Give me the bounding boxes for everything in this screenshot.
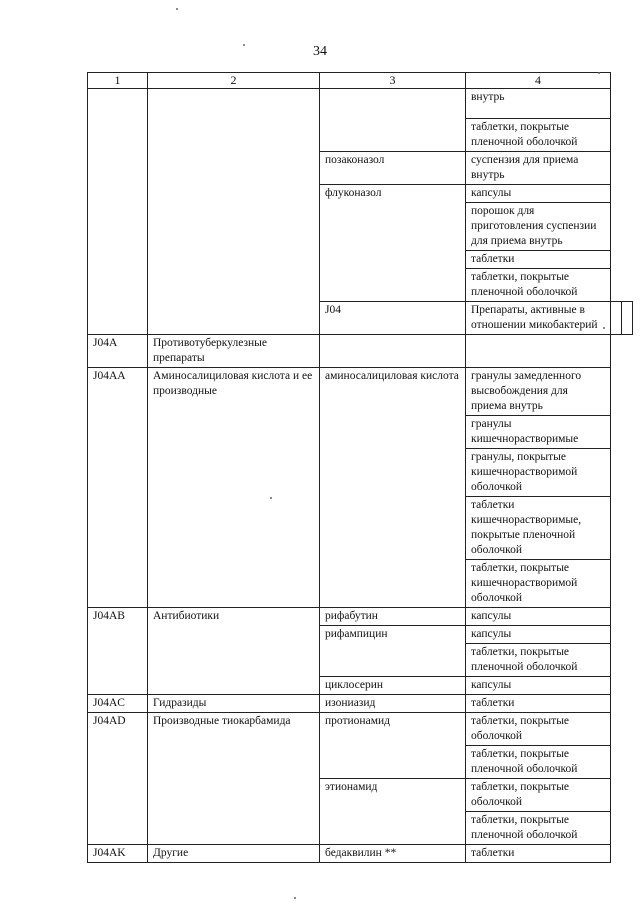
form-cell	[622, 302, 633, 335]
drug-cell: рифампицин	[320, 626, 466, 677]
form-cell: внутрь	[466, 89, 611, 119]
form-cell: таблетки, покрытые пленочной оболочкой	[466, 812, 611, 845]
code-cell: J04A	[88, 335, 148, 368]
page-number: 34	[313, 44, 327, 59]
form-cell: таблетки, покрытые оболочкой	[466, 713, 611, 746]
form-cell: таблетки кишечнорастворимые, покрытые пленочной оболочкой	[466, 497, 611, 560]
drug-cell: изониазид	[320, 695, 466, 713]
group-name-cell: Другие	[148, 845, 320, 863]
form-cell: таблетки	[466, 845, 611, 863]
drug-cell: бедаквилин **	[320, 845, 466, 863]
form-cell: таблетки, покрытые оболочкой	[466, 779, 611, 812]
group-name-cell	[148, 89, 320, 335]
code-cell: J04	[320, 302, 466, 335]
group-name-cell: Противотуберкулезные препараты	[148, 335, 320, 368]
code-cell: J04AA	[88, 368, 148, 608]
form-cell: гранулы кишечнорастворимые	[466, 416, 611, 449]
scan-speck	[243, 44, 245, 46]
group-name-cell: Аминосалициловая кислота и ее производные	[148, 368, 320, 608]
code-cell	[88, 89, 148, 335]
table-row	[88, 713, 633, 746]
form-cell: капсулы	[466, 608, 611, 626]
drug-cell: флуконазол	[320, 185, 466, 302]
form-cell: таблетки, покрытые пленочной оболочкой	[466, 644, 611, 677]
code-cell: J04AK	[88, 845, 148, 863]
drug-cell	[611, 302, 622, 335]
form-cell: таблетки, покрытые пленочной оболочкой	[466, 746, 611, 779]
table-row	[88, 695, 633, 713]
form-cell: порошок для приготовления суспензии для приема внутрь	[466, 203, 611, 251]
form-cell: таблетки, покрытые пленочной оболочкой	[466, 269, 611, 302]
column-header: 4	[466, 73, 611, 89]
form-cell: таблетки, покрытые кишечнорастворимой оболочкой	[466, 560, 611, 608]
drug-cell: рифабутин	[320, 608, 466, 626]
header-row	[88, 73, 633, 89]
form-cell: капсулы	[466, 185, 611, 203]
drug-cell: циклосерин	[320, 677, 466, 695]
group-name-cell: Антибиотики	[148, 608, 320, 695]
form-cell: суспензия для приема внутрь	[466, 152, 611, 185]
table-row	[88, 608, 633, 626]
form-cell: гранулы замедленного высвобождения для приема внутрь	[466, 368, 611, 416]
form-cell: таблетки	[466, 251, 611, 269]
group-name-cell: Производные тиокарбамида	[148, 713, 320, 845]
form-cell: капсулы	[466, 626, 611, 644]
column-header: 3	[320, 73, 466, 89]
form-cell: таблетки	[466, 695, 611, 713]
drug-cell	[320, 335, 466, 368]
scan-speck	[294, 897, 296, 899]
table-row	[88, 335, 633, 368]
group-name-cell: Препараты, активные в отношении микобактерий	[466, 302, 611, 335]
table-row	[88, 368, 633, 416]
code-cell: J04AB	[88, 608, 148, 695]
scan-speck	[176, 8, 178, 10]
column-header: 1	[88, 73, 148, 89]
drug-cell: аминосалициловая кислота	[320, 368, 466, 608]
group-name-cell: Гидразиды	[148, 695, 320, 713]
drug-cell: протионамид	[320, 713, 466, 779]
drug-cell: позаконазол	[320, 152, 466, 185]
scan-speck	[270, 497, 272, 499]
scan-speck	[603, 327, 605, 329]
column-header: 2	[148, 73, 320, 89]
form-cell: гранулы, покрытые кишечнорастворимой оболочкой	[466, 449, 611, 497]
drug-table	[87, 72, 633, 863]
drug-cell: этионамид	[320, 779, 466, 845]
form-cell	[466, 335, 611, 368]
table-row	[88, 89, 633, 119]
form-cell: капсулы	[466, 677, 611, 695]
drug-cell	[320, 89, 466, 152]
scan-speck	[598, 72, 600, 74]
code-cell: J04AD	[88, 713, 148, 845]
form-cell: таблетки, покрытые пленочной оболочкой	[466, 119, 611, 152]
table-row	[88, 845, 633, 863]
code-cell: J04AC	[88, 695, 148, 713]
